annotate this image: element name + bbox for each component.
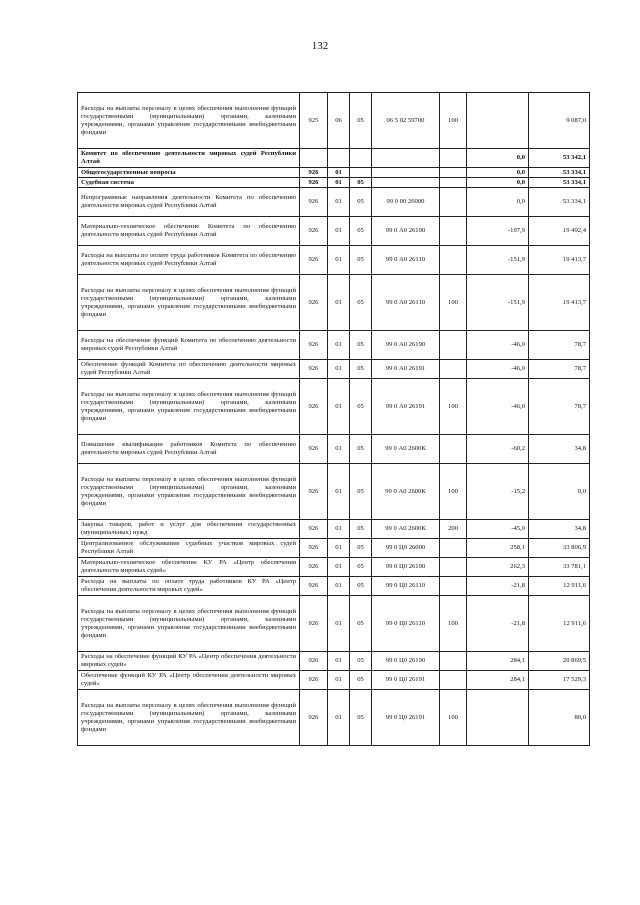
expense-name-cell: Непрограммные направления деятельности Комитета по обеспечению деятельности мировых судей Республики Алтай (78, 188, 300, 217)
expense-name-cell: Расходы на выплаты персоналу в целях обеспечения выполнения функций государственными (муниципальными) органами, казенными учреждениями, органами управления государственными внебюджетными фондами (78, 596, 300, 652)
total-amount-cell: 17 529,3 (529, 671, 590, 690)
expense-type-cell (440, 435, 467, 464)
change-amount-cell: 284,1 (467, 652, 529, 671)
change-amount-cell: -197,9 (467, 217, 529, 246)
ministry-code-cell: 926 (300, 331, 328, 360)
expense-type-cell (440, 671, 467, 690)
section-code-cell (328, 149, 350, 168)
expense-type-cell (440, 246, 467, 275)
expense-name-cell: Закупка товаров, работ и услуг для обеспечения государственных (муниципальных) нужд (78, 520, 300, 539)
subsection-code-cell: 05 (350, 671, 372, 690)
expense-name-cell: Расходы на выплаты персоналу в целях обеспечения выполнения функций государственными (муниципальными) органами, казенными учреждениями, органами управления государственными внебюджетными фондами (78, 690, 300, 746)
page-number: 132 (311, 40, 329, 52)
ministry-code-cell: 926 (300, 520, 328, 539)
expense-type-cell: 100 (440, 93, 467, 149)
total-amount-cell: 12 911,6 (529, 596, 590, 652)
expense-type-cell (440, 178, 467, 188)
section-code-cell: 01 (328, 331, 350, 360)
ministry-code-cell: 926 (300, 217, 328, 246)
change-amount-cell: -21,8 (467, 577, 529, 596)
subsection-code-cell: 05 (350, 652, 372, 671)
change-amount-cell: -60,2 (467, 435, 529, 464)
target-article-cell: 06 5 02 59700 (372, 93, 440, 149)
ministry-code-cell: 926 (300, 178, 328, 188)
change-amount-cell: 262,3 (467, 558, 529, 577)
section-code-cell: 01 (328, 188, 350, 217)
section-code-cell: 01 (328, 690, 350, 746)
total-amount-cell: 19 492,4 (529, 217, 590, 246)
ministry-code-cell: 926 (300, 464, 328, 520)
ministry-code-cell: 926 (300, 671, 328, 690)
total-amount-cell: 9 087,0 (529, 93, 590, 149)
target-article-cell: 99 0 Ц0 26191 (372, 690, 440, 746)
expense-name-cell: Материально-техническое обеспечение КУ РА «Центр обеспечения деятельности мировых судей» (78, 558, 300, 577)
expense-type-cell (440, 360, 467, 379)
total-amount-cell: 0,0 (529, 464, 590, 520)
expense-name-cell: Расходы на обеспечение функций КУ РА «Центр обеспечения деятельности мировых судей» (78, 652, 300, 671)
change-amount-cell: 0,0 (467, 178, 529, 188)
subsection-code-cell: 05 (350, 539, 372, 558)
subsection-code-cell: 05 (350, 246, 372, 275)
change-amount-cell (467, 93, 529, 149)
change-amount-cell: -21,8 (467, 596, 529, 652)
table-row (78, 577, 590, 596)
change-amount-cell: -46,0 (467, 379, 529, 435)
change-amount-cell: 284,1 (467, 671, 529, 690)
target-article-cell: 99 0 Ц0 26190 (372, 652, 440, 671)
target-article-cell: 99 0 00 26000 (372, 188, 440, 217)
subsection-code-cell: 05 (350, 379, 372, 435)
change-amount-cell (467, 690, 529, 746)
ministry-code-cell: 926 (300, 596, 328, 652)
table-row (78, 217, 590, 246)
expense-type-cell (440, 331, 467, 360)
change-amount-cell: 258,1 (467, 539, 529, 558)
expense-type-cell (440, 188, 467, 217)
expense-type-cell: 100 (440, 275, 467, 331)
total-amount-cell: 33 781,1 (529, 558, 590, 577)
total-amount-cell: 12 911,6 (529, 577, 590, 596)
ministry-code-cell: 926 (300, 539, 328, 558)
total-amount-cell: 78,7 (529, 379, 590, 435)
change-amount-cell: 0,0 (467, 149, 529, 168)
target-article-cell: 99 0 А0 26100 (372, 217, 440, 246)
table-row (78, 464, 590, 520)
subsection-code-cell: 05 (350, 93, 372, 149)
target-article-cell: 99 0 А0 2600К (372, 464, 440, 520)
expense-type-cell: 100 (440, 464, 467, 520)
change-amount-cell: -15,2 (467, 464, 529, 520)
table-row (78, 690, 590, 746)
total-amount-cell: 19 413,7 (529, 246, 590, 275)
expense-type-cell (440, 217, 467, 246)
section-code-cell: 01 (328, 217, 350, 246)
subsection-code-cell: 05 (350, 520, 372, 539)
section-code-cell: 01 (328, 577, 350, 596)
change-amount-cell: -151,9 (467, 246, 529, 275)
section-code-cell: 01 (328, 435, 350, 464)
total-amount-cell: 34,8 (529, 435, 590, 464)
section-code-cell: 01 (328, 652, 350, 671)
subsection-code-cell: 05 (350, 690, 372, 746)
expense-type-cell: 100 (440, 379, 467, 435)
expense-name-cell: Материально-техническое обеспечение Комитета по обеспечению деятельности мировых судей Республики Алтай (78, 217, 300, 246)
expense-type-cell: 100 (440, 690, 467, 746)
section-code-cell: 01 (328, 379, 350, 435)
target-article-cell: 99 0 А0 2600К (372, 520, 440, 539)
budget-table (77, 92, 590, 746)
ministry-code-cell: 926 (300, 246, 328, 275)
section-code-cell: 01 (328, 360, 350, 379)
table-row (78, 379, 590, 435)
expense-type-cell (440, 539, 467, 558)
table-row (78, 178, 590, 188)
ministry-code-cell: 926 (300, 275, 328, 331)
table-row (78, 596, 590, 652)
expense-type-cell (440, 652, 467, 671)
target-article-cell: 99 0 А0 26110 (372, 246, 440, 275)
subsection-code-cell: 05 (350, 435, 372, 464)
ministry-code-cell: 926 (300, 577, 328, 596)
subsection-code-cell: 05 (350, 596, 372, 652)
expense-type-cell (440, 168, 467, 178)
table-row (78, 275, 590, 331)
total-amount-cell: 53 342,1 (529, 149, 590, 168)
total-amount-cell: 33 806,9 (529, 539, 590, 558)
subsection-code-cell: 05 (350, 331, 372, 360)
ministry-code-cell: 926 (300, 435, 328, 464)
section-code-cell: 01 (328, 520, 350, 539)
expense-name-cell: Расходы на выплаты персоналу в целях обеспечения выполнения функций государственными (муниципальными) органами, казенными учреждениями, органами управления государственными внебюджетными фондами (78, 275, 300, 331)
subsection-code-cell: 05 (350, 217, 372, 246)
change-amount-cell: -151,9 (467, 275, 529, 331)
table-row (78, 671, 590, 690)
subsection-code-cell: 05 (350, 275, 372, 331)
expense-name-cell: Централизованное обслуживание судебных участков мировых судей Республики Алтай (78, 539, 300, 558)
subsection-code-cell: 05 (350, 188, 372, 217)
table-row (78, 520, 590, 539)
target-article-cell: 99 0 Ц0 26000 (372, 539, 440, 558)
expense-name-cell: Расходы на выплаты персоналу в целях обеспечения выполнения функций государственными (муниципальными) органами, казенными учреждениями, органами управления государственными внебюджетными фондами (78, 93, 300, 149)
expense-name-cell: Расходы на выплаты персоналу в целях обеспечения выполнения функций государственными (муниципальными) органами, казенными учреждениями, органами управления государственными внебюджетными фондами (78, 464, 300, 520)
table-row (78, 246, 590, 275)
table-row (78, 558, 590, 577)
expense-name-cell: Обеспечение функций Комитета по обеспечению деятельности мировых судей Республики Алтай (78, 360, 300, 379)
total-amount-cell: 78,7 (529, 360, 590, 379)
target-article-cell: 99 0 Ц0 26110 (372, 577, 440, 596)
target-article-cell: 99 0 А0 26191 (372, 379, 440, 435)
expense-name-cell: Обеспечение функций КУ РА «Центр обеспечения деятельности мировых судей» (78, 671, 300, 690)
expense-name-cell: Общегосударственные вопросы (78, 168, 300, 178)
section-code-cell: 01 (328, 275, 350, 331)
ministry-code-cell (300, 149, 328, 168)
change-amount-cell: 0,0 (467, 168, 529, 178)
target-article-cell: 99 0 А0 26191 (372, 360, 440, 379)
table-row (78, 188, 590, 217)
expense-type-cell (440, 149, 467, 168)
target-article-cell: 99 0 А0 26190 (372, 331, 440, 360)
expense-type-cell (440, 577, 467, 596)
section-code-cell: 01 (328, 464, 350, 520)
expense-name-cell: Расходы на выплаты персоналу в целях обеспечения выполнения функций государственными (муниципальными) органами, казенными учреждениями, органами управления государственными внебюджетными фондами (78, 379, 300, 435)
target-article-cell: 99 0 Ц0 26100 (372, 558, 440, 577)
ministry-code-cell: 926 (300, 360, 328, 379)
target-article-cell: 99 0 А0 26110 (372, 275, 440, 331)
expense-name-cell: Судебная система (78, 178, 300, 188)
expense-name-cell: Повышение квалификации работников Комитета по обеспечению деятельности мировых судей Республики Алтай (78, 435, 300, 464)
section-code-cell: 06 (328, 93, 350, 149)
expense-name-cell: Комитет по обеспечению деятельности мировых судей Республики Алтай (78, 149, 300, 168)
ministry-code-cell: 925 (300, 93, 328, 149)
total-amount-cell: 53 334,1 (529, 168, 590, 178)
change-amount-cell: -46,0 (467, 360, 529, 379)
section-code-cell: 01 (328, 178, 350, 188)
total-amount-cell: 53 334,1 (529, 178, 590, 188)
target-article-cell: 99 0 Ц0 26110 (372, 596, 440, 652)
expense-type-cell (440, 558, 467, 577)
ministry-code-cell: 926 (300, 188, 328, 217)
table-row (78, 360, 590, 379)
target-article-cell (372, 178, 440, 188)
subsection-code-cell: 05 (350, 464, 372, 520)
total-amount-cell: 20 869,5 (529, 652, 590, 671)
ministry-code-cell: 926 (300, 379, 328, 435)
table-row (78, 539, 590, 558)
subsection-code-cell (350, 168, 372, 178)
change-amount-cell: -46,0 (467, 331, 529, 360)
section-code-cell: 01 (328, 558, 350, 577)
subsection-code-cell (350, 149, 372, 168)
table-row (78, 149, 590, 168)
target-article-cell: 99 0 Ц0 26191 (372, 671, 440, 690)
target-article-cell (372, 168, 440, 178)
table-row (78, 435, 590, 464)
section-code-cell: 01 (328, 539, 350, 558)
ministry-code-cell: 926 (300, 690, 328, 746)
section-code-cell: 01 (328, 671, 350, 690)
expense-type-cell: 200 (440, 520, 467, 539)
target-article-cell: 99 0 А0 2600К (372, 435, 440, 464)
total-amount-cell: 78,7 (529, 331, 590, 360)
ministry-code-cell: 926 (300, 168, 328, 178)
section-code-cell: 01 (328, 596, 350, 652)
change-amount-cell: -45,0 (467, 520, 529, 539)
subsection-code-cell: 05 (350, 577, 372, 596)
total-amount-cell: 34,8 (529, 520, 590, 539)
total-amount-cell: 53 334,1 (529, 188, 590, 217)
table-row (78, 331, 590, 360)
ministry-code-cell: 926 (300, 558, 328, 577)
subsection-code-cell: 05 (350, 558, 372, 577)
change-amount-cell: 0,0 (467, 188, 529, 217)
expense-name-cell: Расходы на выплаты по оплате труда работников КУ РА «Центр обеспечения деятельности мировых судей» (78, 577, 300, 596)
total-amount-cell: 80,0 (529, 690, 590, 746)
expense-name-cell: Расходы на выплаты по оплате труда работников Комитета по обеспечению деятельности мировых судей Республики Алтай (78, 246, 300, 275)
ministry-code-cell: 926 (300, 652, 328, 671)
subsection-code-cell: 05 (350, 360, 372, 379)
section-code-cell: 01 (328, 246, 350, 275)
expense-name-cell: Расходы на обеспечение функций Комитета по обеспечению деятельности мировых судей Республики Алтай (78, 331, 300, 360)
table-row (78, 93, 590, 149)
expense-type-cell: 100 (440, 596, 467, 652)
total-amount-cell: 19 413,7 (529, 275, 590, 331)
target-article-cell (372, 149, 440, 168)
subsection-code-cell: 05 (350, 178, 372, 188)
section-code-cell: 01 (328, 168, 350, 178)
table-row (78, 652, 590, 671)
table-row (78, 168, 590, 178)
